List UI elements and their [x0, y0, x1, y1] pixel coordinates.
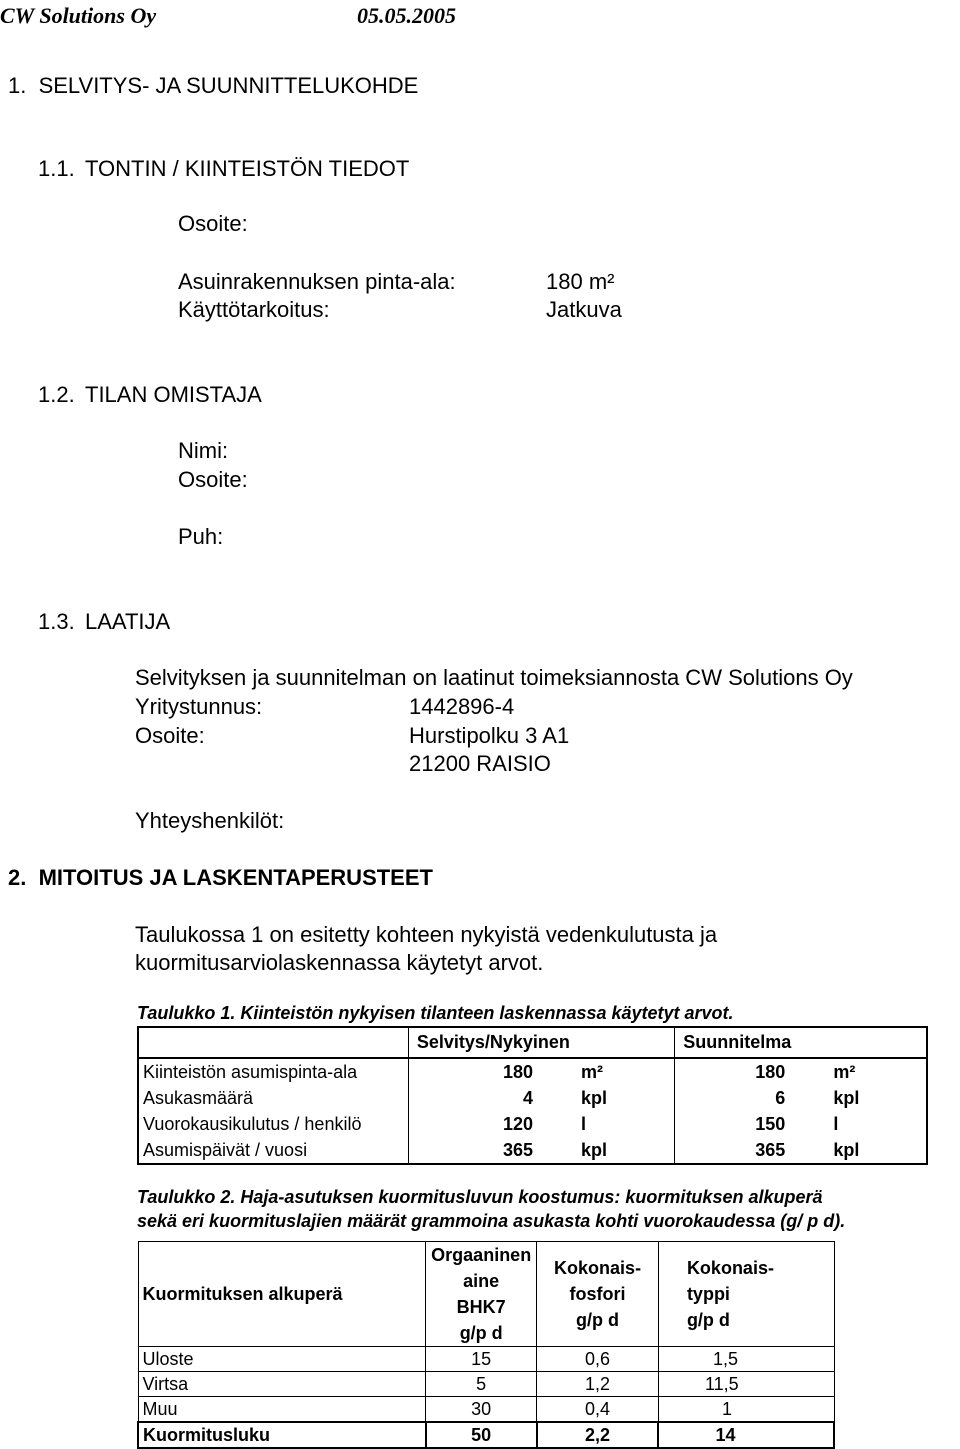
total-bhk-cell: 50: [426, 1422, 537, 1448]
contacts-label: Yhteyshenkilöt:: [135, 808, 285, 833]
current-unit: m²: [551, 1058, 675, 1085]
table-row: [138, 1111, 927, 1137]
author-intro: Selvityksen ja suunnitelman on laatinut toimeksiannosta CW Solutions Oy: [135, 665, 853, 690]
origin-cell: Uloste: [138, 1347, 426, 1372]
use-value: Jatkuva: [546, 297, 622, 322]
header-line: Kokonais-: [554, 1258, 642, 1278]
use-label: Käyttötarkoitus:: [178, 297, 330, 322]
header-line: Orgaaninen aine: [431, 1245, 532, 1291]
table-1-col-plan: Suunnitelma: [675, 1027, 927, 1058]
plan-value: 180: [675, 1058, 804, 1085]
nitrogen-cell: 1,5: [658, 1347, 834, 1372]
table-row: [138, 1085, 927, 1111]
table-total-row: [138, 1422, 834, 1448]
section-1-3-number: 1.3.: [38, 609, 75, 634]
nitrogen-cell: 1: [658, 1397, 834, 1423]
section-1-1-title: TONTIN / KIINTEISTÖN TIEDOT: [85, 156, 410, 181]
table-1: [137, 1026, 928, 1165]
phosphorus-cell: 0,4: [537, 1397, 659, 1423]
table-1-header-row: [138, 1027, 927, 1058]
table-2-col-origin: Kuormituksen alkuperä: [138, 1242, 426, 1347]
author-address-line2: 21200 RAISIO: [409, 751, 551, 776]
current-unit: kpl: [580, 1140, 607, 1160]
section-1-1-number: 1.1.: [38, 156, 75, 181]
header-line: typpi: [686, 1284, 730, 1304]
owner-name-label: Nimi:: [178, 438, 229, 463]
table-2-caption-line1: Taulukko 2. Haja-asutuksen kuormitusluvun koostumus: kuormituksen alkuperä: [137, 1187, 823, 1207]
owner-phone-label: Puh:: [178, 524, 224, 549]
header-date: 05.05.2005: [357, 3, 456, 28]
table-row: [138, 1347, 834, 1372]
plan-value: 150: [675, 1111, 804, 1137]
total-phosphorus-cell: 2,2: [537, 1422, 659, 1448]
bhk-cell: 30: [426, 1397, 537, 1423]
table-1-corner: [138, 1027, 408, 1058]
section-1-3-title: LAATIJA: [85, 609, 171, 634]
section-2-title: 2. MITOITUS JA LASKENTAPERUSTEET: [8, 865, 433, 890]
section-2-paragraph-line1: Taulukossa 1 on esitetty kohteen nykyistä vedenkulutusta ja: [135, 922, 718, 947]
section-2-paragraph-line2: kuormitusarviolaskennassa käytetyt arvot.: [135, 950, 544, 975]
current-value: 180: [408, 1058, 551, 1085]
table-row: [138, 1372, 834, 1397]
header-line: g/p d: [459, 1323, 503, 1343]
area-value: 180 m²: [546, 269, 615, 294]
bhk-cell: 15: [426, 1347, 537, 1372]
plan-value: 365: [675, 1137, 804, 1164]
business-id-value: 1442896-4: [409, 694, 515, 719]
row-label: Vuorokausikulutus / henkilö: [143, 1114, 362, 1134]
plan-unit: kpl: [833, 1088, 860, 1108]
author-address-line1: Hurstipolku 3 A1: [409, 723, 570, 748]
plan-unit: l: [833, 1114, 839, 1134]
owner-address-label: Osoite:: [178, 467, 248, 492]
nitrogen-cell: 11,5: [658, 1372, 834, 1397]
header-line: g/p d: [576, 1310, 620, 1330]
section-1-2-number: 1.2.: [38, 382, 75, 407]
table-2: [137, 1241, 835, 1449]
row-label: Asumispäivät / vuosi: [143, 1140, 308, 1160]
current-value: 120: [408, 1111, 551, 1137]
total-nitrogen-cell: 14: [658, 1422, 834, 1448]
phosphorus-cell: 1,2: [537, 1372, 659, 1397]
current-value: 365: [408, 1137, 551, 1164]
total-origin-cell: Kuormitusluku: [138, 1422, 426, 1448]
table-2-col-phosphorus: [537, 1242, 659, 1347]
table-1-caption: Taulukko 1. Kiinteistön nykyisen tilanteen laskennassa käytetyt arvot.: [137, 1003, 734, 1023]
table-row: [138, 1397, 834, 1423]
current-unit: kpl: [580, 1088, 607, 1108]
table-row: [138, 1058, 927, 1085]
header-line: BHK7: [456, 1297, 506, 1317]
table-1-col-current: Selvitys/Nykyinen: [408, 1027, 674, 1058]
business-id-label: Yritystunnus:: [135, 694, 263, 719]
header-line: g/p d: [686, 1310, 730, 1330]
table-2-col-bhk: [426, 1242, 537, 1347]
origin-cell: Virtsa: [138, 1372, 426, 1397]
current-unit: l: [580, 1114, 586, 1134]
table-row: [138, 1137, 927, 1164]
current-value: 4: [408, 1085, 551, 1111]
phosphorus-cell: 0,6: [537, 1347, 659, 1372]
section-1-title: 1. SELVITYS- JA SUUNNITTELUKOHDE: [8, 73, 419, 98]
table-2-header-row: [138, 1242, 834, 1347]
origin-cell: Muu: [138, 1397, 426, 1423]
table-2-caption-line2: sekä eri kuormituslajien määrät grammoina asukasta kohti vuorokaudessa (g/ p d).: [137, 1211, 846, 1231]
area-label: Asuinrakennuksen pinta-ala:: [178, 269, 456, 294]
header-line: Kokonais-: [686, 1258, 774, 1278]
section-1-2-title: TILAN OMISTAJA: [85, 382, 262, 407]
row-label: Kiinteistön asumispinta-ala: [138, 1058, 408, 1085]
plan-unit: kpl: [833, 1140, 860, 1160]
plan-unit: m²: [803, 1058, 927, 1085]
row-label: Asukasmäärä: [143, 1088, 254, 1108]
plan-value: 6: [675, 1085, 804, 1111]
site-address-label: Osoite:: [178, 211, 248, 236]
header-line: fosfori: [569, 1284, 626, 1304]
bhk-cell: 5: [426, 1372, 537, 1397]
table-2-col-nitrogen: [658, 1242, 834, 1347]
header-company: CW Solutions Oy: [0, 3, 157, 28]
author-address-label: Osoite:: [135, 723, 205, 748]
